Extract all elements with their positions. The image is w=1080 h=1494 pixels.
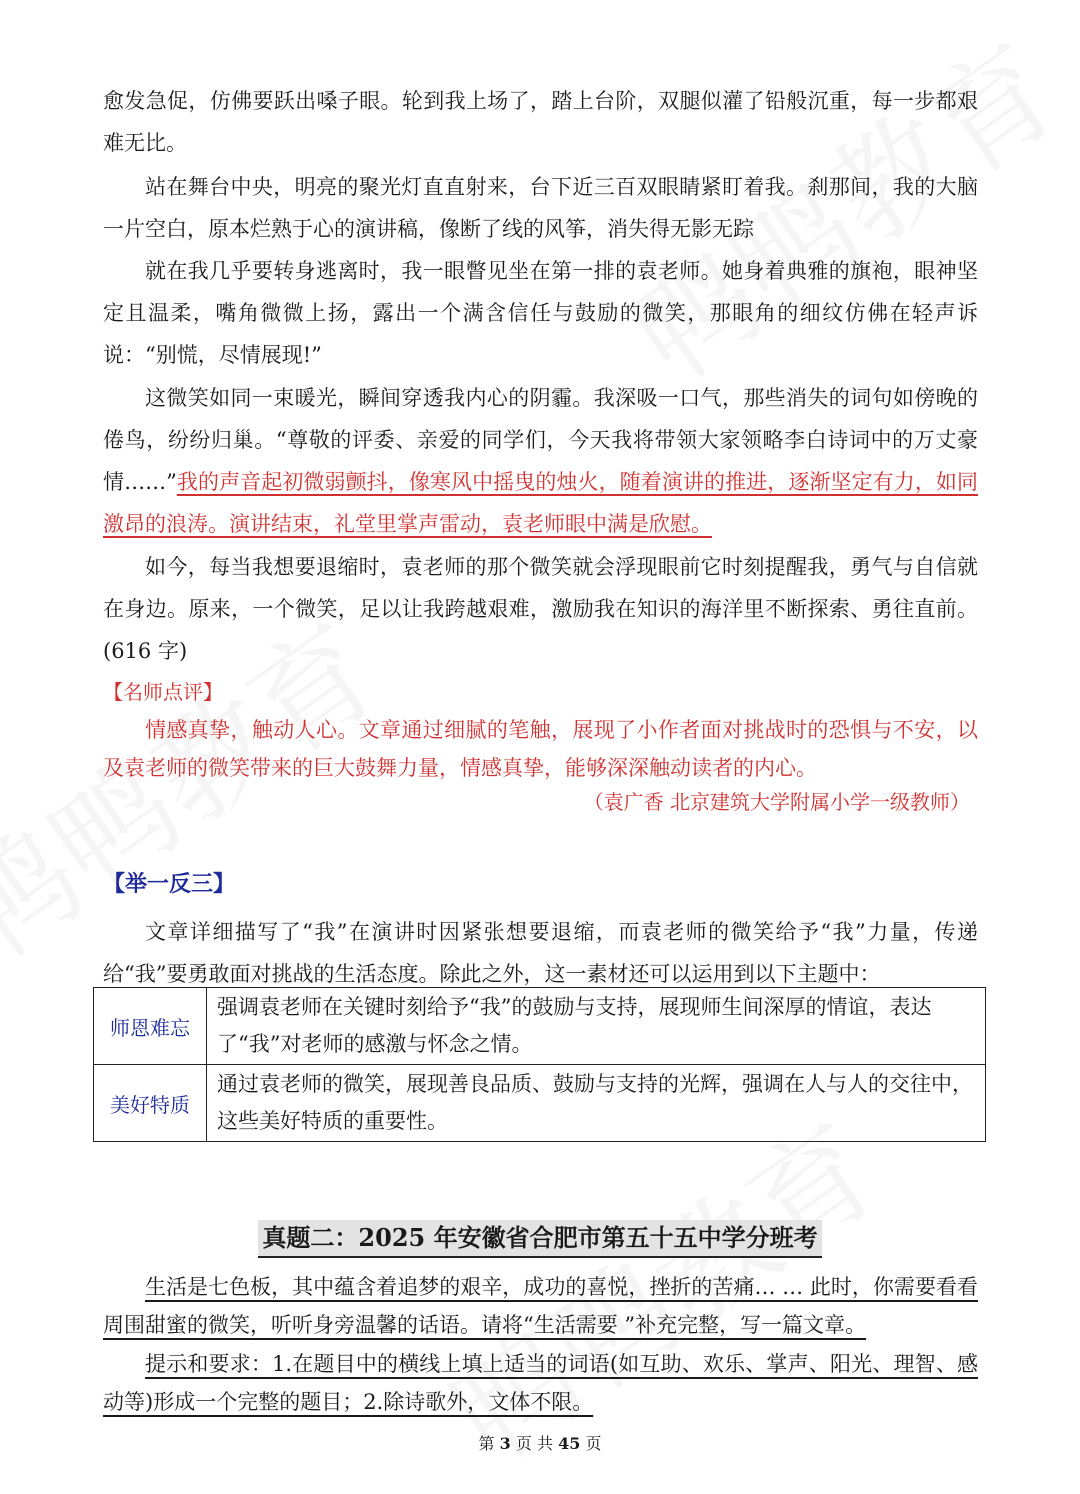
footer-middle: 页 共 bbox=[515, 1434, 553, 1453]
highlighted-sentence: 我的声音起初微弱颤抖，像寒风中摇曳的烛火，随着演讲的推进，逐渐坚定有力，如同激昂的浪涛。演讲结束，礼堂里掌声雷动，袁老师眼中满是欣慰。 bbox=[103, 470, 978, 536]
topic-desc: 通过袁老师的微笑，展现善良品质、鼓励与支持的光辉，强调在人与人的交往中，这些美好特质的重要性。 bbox=[207, 1065, 986, 1142]
teacher-comment-body: 情感真挚，触动人心。文章通过细腻的笔触，展现了小作者面对挑战时的恐惧与不安，以及袁老师的微笑带来的巨大鼓舞力量，情感真挚，能够深深触动读者的内心。 bbox=[103, 718, 978, 780]
exam-requirements: 提示和要求：1.在题目中的横线上填上适当的词语(如互助、欢乐、掌声、阳光、理智、感动等)形成一个完整的题目；2.除诗歌外，文体不限。 bbox=[103, 1352, 978, 1414]
table-row bbox=[94, 1065, 986, 1142]
table-row bbox=[94, 988, 986, 1065]
topic-name: 美好特质 bbox=[94, 1065, 207, 1142]
teacher-comment-heading: 【名师点评】 bbox=[103, 680, 223, 704]
exam-prompt: 生活是七色板，其中蕴含着追梦的艰辛，成功的喜悦，挫折的苦痛… … 此时，你需要看看周围甜蜜的微笑，听听身旁温馨的话语。请将“生活需要 ”补充完整，写一篇文章。 bbox=[103, 1275, 978, 1337]
exam-title-wrap bbox=[0, 1220, 1080, 1258]
paragraph-5: 如今，每当我想要退缩时，袁老师的那个微笑就会浮现眼前它时刻提醒我，勇气与自信就在身边。原来，一个微笑，足以让我跨越艰难，激励我在知识的海洋里不断探索、勇往直前。(616 字) bbox=[103, 555, 978, 663]
page-footer bbox=[0, 1432, 1080, 1456]
footer-suffix: 页 bbox=[585, 1434, 602, 1453]
paragraph-3: 就在我几乎要转身逃离时，我一眼瞥见坐在第一排的袁老师。她身着典雅的旗袍，眼神坚定且温柔，嘴角微微上扬，露出一个满含信任与鼓励的微笑，那眼角的细纹仿佛在轻声诉说：“别慌，尽情展现!” bbox=[103, 259, 978, 367]
total-page-number: 45 bbox=[558, 1434, 581, 1453]
extension-intro: 文章详细描写了“我”在演讲时因紧张想要退缩，而袁老师的微笑给予“我”力量，传递给“我”要勇敢面对挑战的生活态度。除此之外，这一素材还可以运用到以下主题中： bbox=[103, 920, 978, 986]
exam-title: 真题二：2025 年安徽省合肥市第五十五中学分班考 bbox=[258, 1220, 821, 1258]
paragraph-2: 站在舞台中央，明亮的聚光灯直直射来，台下近三百双眼睛紧盯着我。刹那间，我的大脑一片空白，原本烂熟于心的演讲稿，像断了线的风筝，消失得无影无踪 bbox=[103, 175, 978, 241]
paragraph-4-text: 这微笑如同一束暖光，瞬间穿透我内心的阴霾。我深吸一口气，那些消失的词句如傍晚的倦鸟，纷纷归巢。“尊敬的评委、亲爱的同学们，今天我将带领大家领略李白诗词中的万丈豪情……” bbox=[103, 386, 978, 494]
extension-heading: 【举一反三】 bbox=[103, 872, 236, 897]
topic-name: 师恩难忘 bbox=[94, 988, 207, 1065]
paragraph-1: 愈发急促，仿佛要跃出嗓子眼。轮到我上场了，踏上台阶，双腿似灌了铅般沉重，每一步都艰难无比。 bbox=[103, 89, 978, 155]
paragraph-4 bbox=[103, 377, 978, 545]
topics-table bbox=[93, 987, 986, 1142]
teacher-comment-signature: （袁广香 北京建筑大学附属小学一级教师） bbox=[583, 790, 970, 814]
topic-desc: 强调袁老师在关键时刻给予“我”的鼓励与支持，展现师生间深厚的情谊，表达了“我”对老师的感激与怀念之情。 bbox=[207, 988, 986, 1065]
current-page-number: 3 bbox=[499, 1434, 511, 1453]
footer-prefix: 第 bbox=[478, 1434, 495, 1453]
